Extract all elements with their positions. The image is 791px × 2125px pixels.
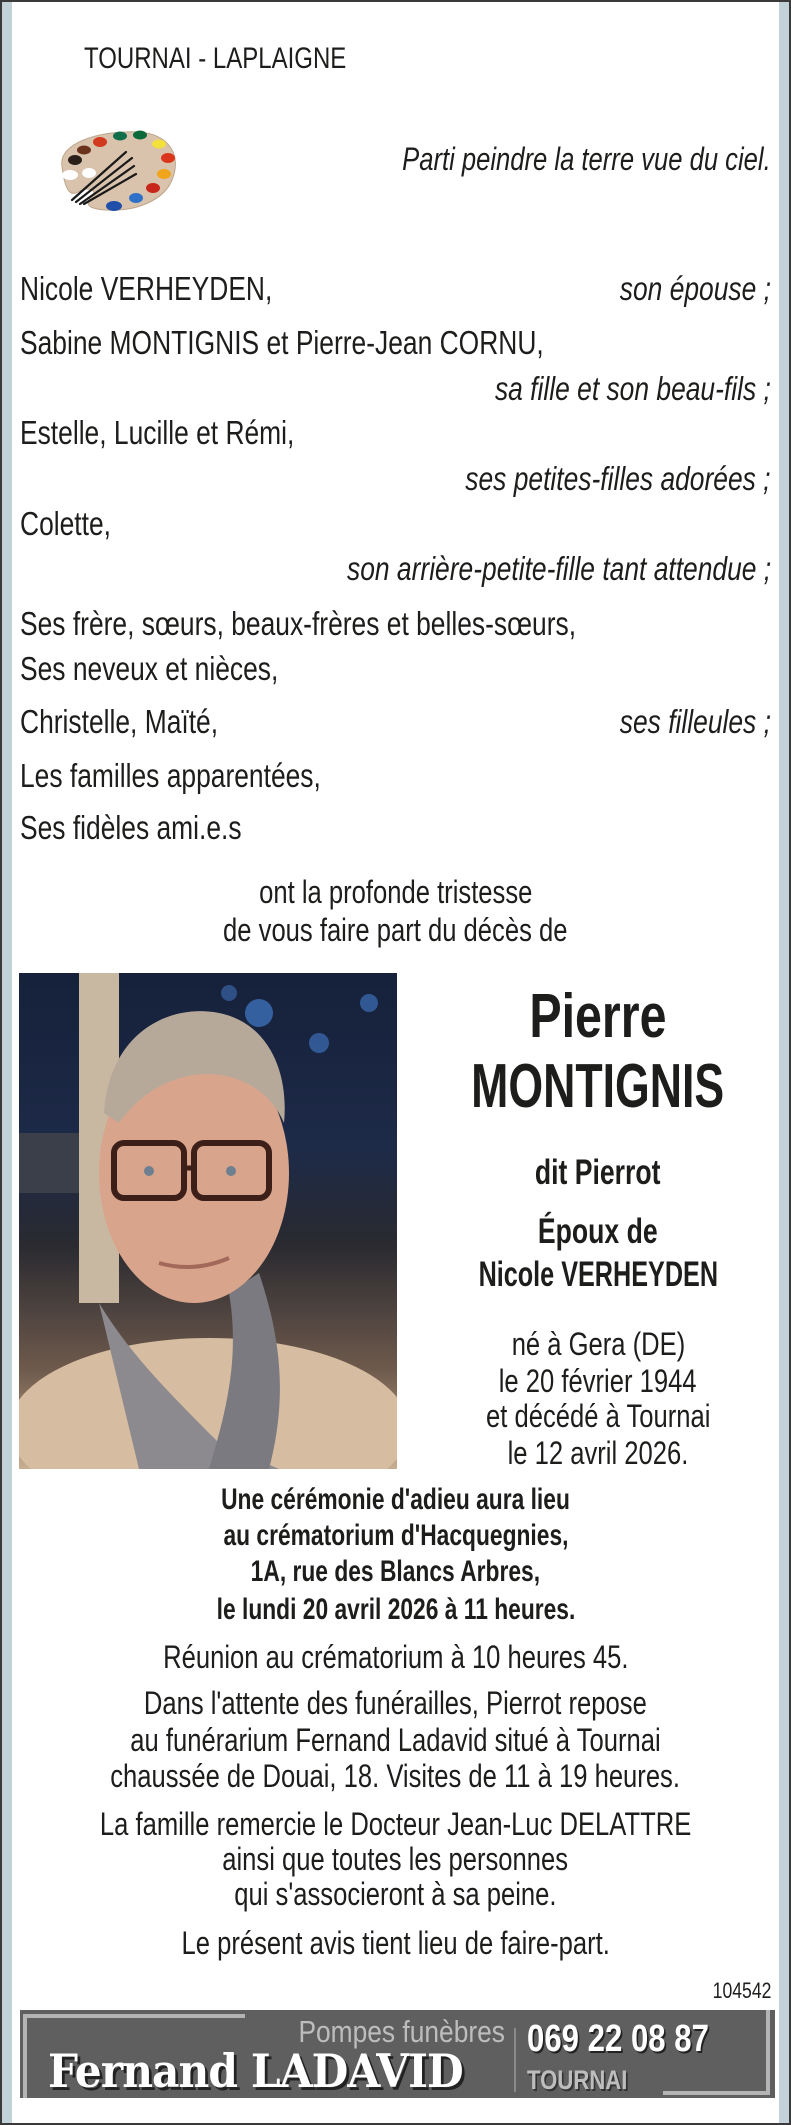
spouse-name: [400, 1257, 791, 1292]
death-date: [400, 1437, 791, 1469]
brand-text: Fernand LADAVID: [48, 2044, 463, 2098]
family-relation: [582, 705, 771, 738]
left-gutter: [2, 2, 12, 2123]
location-heading: [84, 44, 412, 74]
repose-line: [12, 1724, 779, 1756]
nickname-text: dit Pierrot: [535, 1153, 661, 1192]
repose-text: chaussée de Douai, 18. Visites de 11 à 19 heures.: [110, 1758, 681, 1794]
ceremony-line: [12, 1521, 779, 1551]
death-date-text: le 12 avril 2026.: [507, 1435, 689, 1471]
funeral-home-banner: [20, 2010, 775, 2098]
meeting-info: [12, 1641, 779, 1673]
paint-palette-icon: [48, 126, 180, 214]
banner-frame: [23, 2014, 245, 2018]
ceremony-line: [12, 1595, 779, 1625]
family-name: [20, 507, 134, 540]
ceremony-text: au crématorium d'Hacquegnies,: [223, 1519, 568, 1552]
repose-text: au funérarium Fernand Ladavid situé à Tournai: [130, 1722, 661, 1758]
banner-phone[interactable]: [527, 2018, 749, 2061]
epitaph-quote: [310, 143, 771, 175]
thanks-line: [12, 1878, 779, 1910]
announcement-text: ont la profonde tristesse: [258, 874, 533, 910]
name-text: Ses frère, sœurs, beaux-frères et belles-sœurs,: [20, 605, 577, 642]
family-relation: [582, 272, 771, 305]
meeting-text: Réunion au crématorium à 10 heures 45.: [162, 1639, 629, 1675]
portrait-illustration: [19, 973, 397, 1469]
death-place: [400, 1400, 791, 1432]
family-name: [20, 759, 396, 792]
last-name-text: MONTIGNIS: [471, 1052, 725, 1121]
ceremony-text: Une cérémonie d'adieu aura lieu: [221, 1483, 570, 1516]
announcement-line: [12, 876, 779, 908]
family-name: [20, 811, 297, 844]
repose-line: [12, 1687, 779, 1719]
family-relation: [426, 372, 771, 405]
family-name: [20, 272, 335, 305]
ceremony-line: [12, 1557, 779, 1587]
family-relation: [389, 462, 771, 495]
notice-line: [12, 1927, 779, 1959]
quote-text: Parti peindre la terre vue du ciel.: [402, 141, 771, 177]
notice-text: Le présent avis tient lieu de faire-part.: [181, 1925, 610, 1961]
relation-text: ses filleules ;: [619, 703, 771, 740]
name-text: Estelle, Lucille et Rémi,: [20, 414, 295, 451]
first-name-text: Pierre: [529, 982, 667, 1051]
thanks-line: [12, 1843, 779, 1875]
deceased-nickname: [400, 1155, 791, 1190]
name-text: Sabine MONTIGNIS et Pierre-Jean CORNU,: [20, 324, 544, 361]
banner-frame: [766, 2010, 770, 2095]
family-name: [20, 326, 675, 359]
birth-place-text: né à Gera (DE): [511, 1326, 685, 1362]
ceremony-line: [12, 1485, 779, 1515]
repose-text: Dans l'attente des funérailles, Pierrot repose: [144, 1685, 647, 1721]
relation-text: ses petites-filles adorées ;: [465, 460, 771, 497]
birth-date-text: le 20 février 1944: [499, 1363, 697, 1399]
announcement-text: de vous faire part du décès de: [223, 912, 568, 948]
relation-text: sa fille et son beau-fils ;: [495, 370, 771, 407]
reference-number-text: 104542: [712, 1978, 771, 2003]
deceased-first-name: [400, 982, 791, 1051]
location-text: TOURNAI - LAPLAIGNE: [84, 42, 347, 75]
deceased-last-name: [400, 1052, 791, 1121]
ceremony-text: 1A, rue des Blancs Arbres,: [250, 1555, 541, 1588]
city-text: TOURNAI: [527, 2065, 628, 2095]
ceremony-text: le lundi 20 avril 2026 à 11 heures.: [216, 1593, 575, 1626]
family-name: [20, 705, 268, 738]
banner-divider: [514, 2028, 516, 2092]
thanks-text: ainsi que toutes les personnes: [222, 1841, 569, 1877]
thanks-text: La famille remercie le Docteur Jean-Luc DELATTRE: [99, 1806, 692, 1842]
banner-frame: [663, 2091, 770, 2095]
family-relation: [241, 552, 771, 585]
repose-line: [12, 1760, 779, 1792]
birth-place: [400, 1328, 791, 1360]
name-text: Christelle, Maïté,: [20, 703, 219, 740]
birth-date: [400, 1365, 791, 1397]
family-name: [20, 652, 343, 685]
name-text: Ses fidèles ami.e.s: [20, 809, 242, 846]
family-name: [20, 607, 715, 640]
reference-number: [698, 1980, 771, 2002]
phone-text: 069 22 08 87: [527, 2018, 709, 2060]
relation-text: son arrière-petite-fille tant attendue ;: [346, 550, 771, 587]
banner-city: [527, 2065, 650, 2096]
name-text: Colette,: [20, 505, 111, 542]
thanks-line: [12, 1808, 779, 1840]
tagline-text: Pompes funèbres: [298, 2014, 505, 2049]
name-text: Nicole VERHEYDEN,: [20, 270, 273, 307]
announcement-line: [12, 914, 779, 946]
name-text: Ses neveux et nièces,: [20, 650, 279, 687]
name-text: Les familles apparentées,: [20, 757, 321, 794]
death-place-text: et décédé à Tournai: [485, 1398, 711, 1434]
deceased-photo: [19, 973, 397, 1469]
spouse-label: [400, 1214, 791, 1249]
family-name: [20, 416, 363, 449]
thanks-text: qui s'associeront à sa peine.: [234, 1876, 557, 1912]
spouse-name-text: Nicole VERHEYDEN: [478, 1255, 718, 1294]
relation-text: son épouse ;: [619, 270, 771, 307]
banner-brand: [48, 2044, 499, 2098]
banner-frame: [23, 2014, 27, 2098]
spouse-label-text: Époux de: [538, 1212, 658, 1251]
